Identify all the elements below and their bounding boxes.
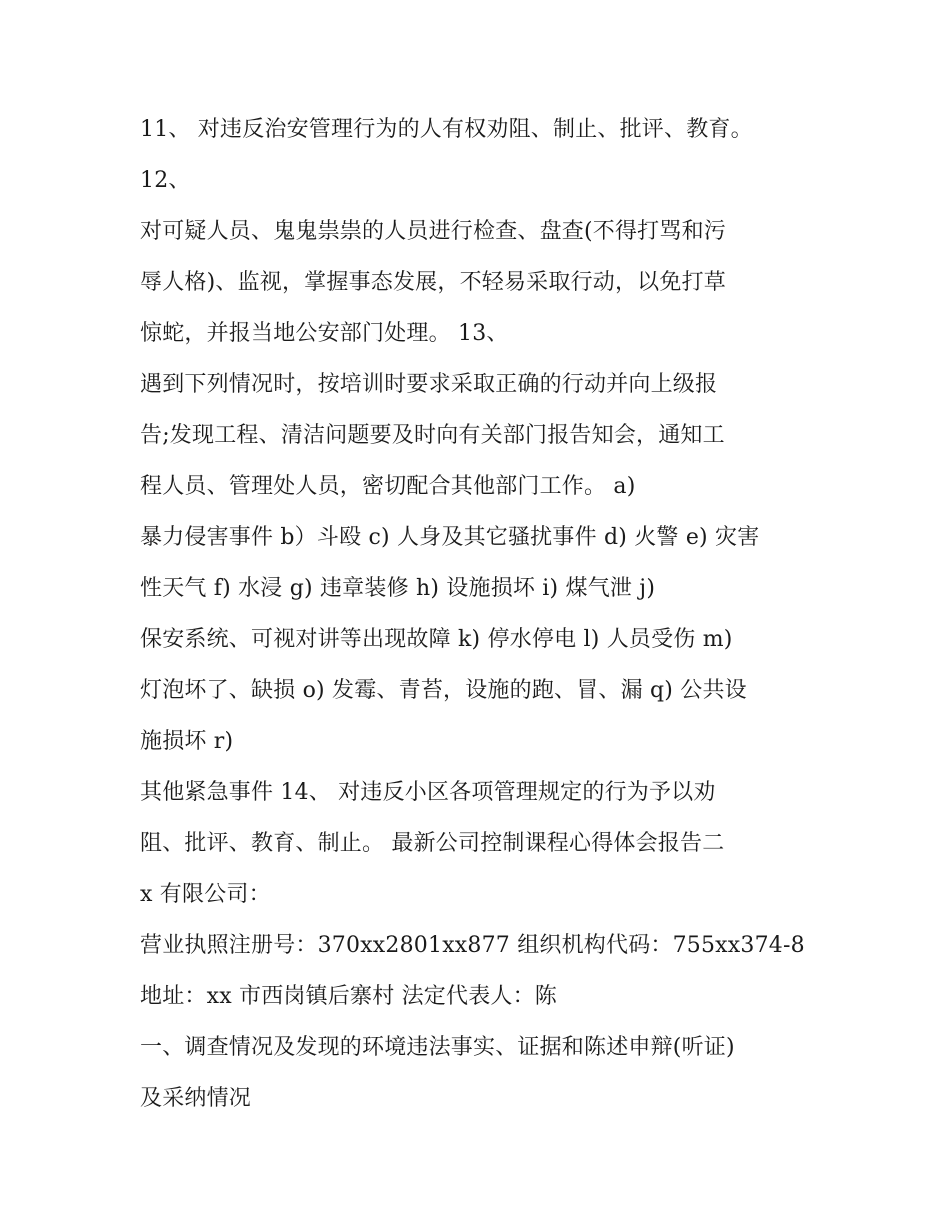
text-line-16: x 有限公司： xyxy=(140,882,271,907)
text-line-13: 施损坏 r) xyxy=(140,729,234,754)
text-line-10: 性天气 f) 水浸 g) 违章装修 h) 设施损坏 i) 煤气泄 j) xyxy=(140,576,656,601)
text-line-17: 营业执照注册号：370xx2801xx877 组织机构代码：755xx374-8 xyxy=(140,933,805,958)
text-line-1: 11、 对违反治安管理行为的人有权劝阻、制止、批评、教育。 xyxy=(140,117,753,142)
text-line-6: 遇到下列情况时，按培训时要求采取正确的行动并向上级报 xyxy=(140,372,718,397)
text-line-8: 程人员、管理处人员，密切配合其他部门工作。 a) xyxy=(140,474,636,499)
text-line-4: 辱人格)、监视，掌握事态发展，不轻易采取行动，以免打草 xyxy=(140,270,726,295)
text-line-15: 阻、批评、教育、制止。 最新公司控制课程心得体会报告二 xyxy=(140,831,725,856)
text-line-19: 一、调查情况及发现的环境违法事实、证据和陈述申辩(听证) xyxy=(140,1035,735,1060)
text-line-14: 其他紧急事件 14、 对违反小区各项管理规定的行为予以劝 xyxy=(140,780,716,805)
text-line-18: 地址：xx 市西岗镇后寨村 法定代表人：陈 xyxy=(140,984,558,1009)
text-line-3: 对可疑人员、鬼鬼祟祟的人员进行检查、盘查(不得打骂和污 xyxy=(140,219,726,244)
text-line-9: 暴力侵害事件 b）斗殴 c) 人身及其它骚扰事件 d) 火警 e) 灾害 xyxy=(140,525,760,550)
text-line-11: 保安系统、可视对讲等出现故障 k) 停水停电 l) 人员受伤 m) xyxy=(140,627,733,652)
text-line-2: 12、 xyxy=(140,168,191,193)
text-line-20: 及采纳情况 xyxy=(140,1086,252,1111)
text-line-5: 惊蛇，并报当地公安部门处理。 13、 xyxy=(140,321,509,346)
text-line-7: 告;发现工程、清洁问题要及时向有关部门报告知会，通知工 xyxy=(140,423,725,448)
text-line-12: 灯泡坏了、缺损 o) 发霉、青苔，设施的跑、冒、漏 q) 公共设 xyxy=(140,678,747,703)
